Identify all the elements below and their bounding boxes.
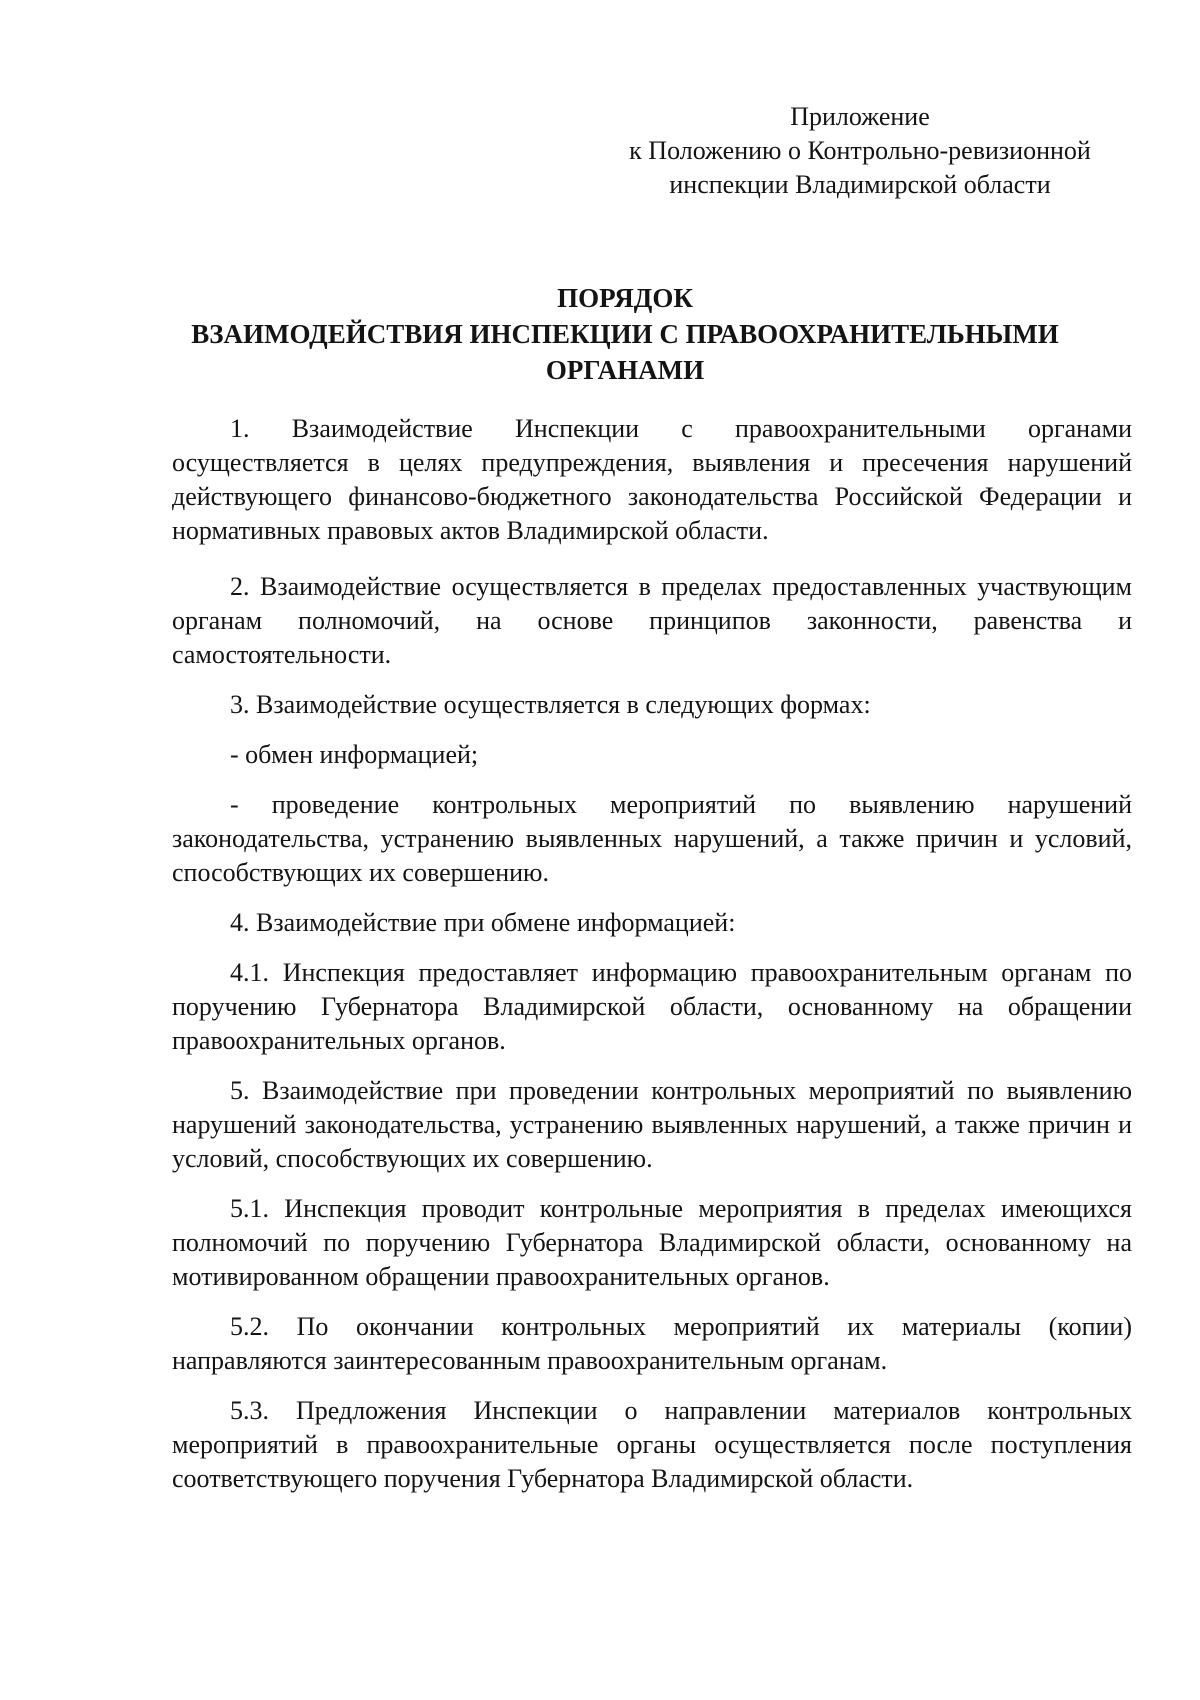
annex-block xyxy=(600,100,1120,202)
paragraph-3-item-1: - обмен информацией; xyxy=(230,740,479,769)
paragraph-2: 2. Взаимодействие осуществляется в пределах предоставленных участвующим органам полномочий, на основе принципов законности, равенства и самостоятельности. xyxy=(172,572,1132,669)
annex-line-1: Приложение xyxy=(790,102,930,131)
annex-line-2: к Положению о Контрольно-ревизионной xyxy=(629,136,1091,165)
document-body xyxy=(172,412,1132,1512)
paragraph-5-3: 5.3. Предложения Инспекции о направлении материалов контрольных мероприятий в правоохранительные органы осуществляется после поступления соответствующего поручения Губернатора Владимирской области. xyxy=(172,1396,1132,1493)
document-title xyxy=(150,280,1100,388)
paragraph-4: 4. Взаимодействие при обмене информацией: xyxy=(230,908,736,937)
paragraph-5-2: 5.2. По окончании контрольных мероприятий их материалы (копии) направляются заинтересованным правоохранительным органам. xyxy=(172,1312,1132,1375)
title-line-1: ПОРЯДОК xyxy=(557,283,693,313)
paragraph-3-item-2: - проведение контрольных мероприятий по выявлению нарушений законодательства, устранению выявленных нарушений, а также причин и условий, способствующих их совершению. xyxy=(172,790,1132,887)
paragraph-4-1: 4.1. Инспекция предоставляет информацию правоохранительным органам по поручению Губернатора Владимирской области, основанному на обращении правоохранительных органов. xyxy=(172,958,1132,1055)
title-line-2: ВЗАИМОДЕЙСТВИЯ ИНСПЕКЦИИ С ПРАВООХРАНИТЕЛЬНЫМИ xyxy=(191,319,1059,349)
title-line-3: ОРГАНАМИ xyxy=(545,355,705,385)
paragraph-3: 3. Взаимодействие осуществляется в следующих формах: xyxy=(230,690,871,719)
paragraph-1: 1. Взаимодействие Инспекции с правоохранительными органами осуществляется в целях предупреждения, выявления и пресечения нарушений действующего финансово-бюджетного законодательства Российской Федерации и нормативных правовых актов Владимирской области. xyxy=(172,414,1132,545)
annex-line-3: инспекции Владимирской области xyxy=(669,170,1051,199)
paragraph-5-1: 5.1. Инспекция проводит контрольные мероприятия в пределах имеющихся полномочий по поручению Губернатора Владимирской области, основанному на мотивированном обращении правоохранительных органов. xyxy=(172,1194,1132,1291)
paragraph-5: 5. Взаимодействие при проведении контрольных мероприятий по выявлению нарушений законодательства, устранению выявленных нарушений, а также причин и условий, способствующих их совершению. xyxy=(172,1076,1132,1173)
